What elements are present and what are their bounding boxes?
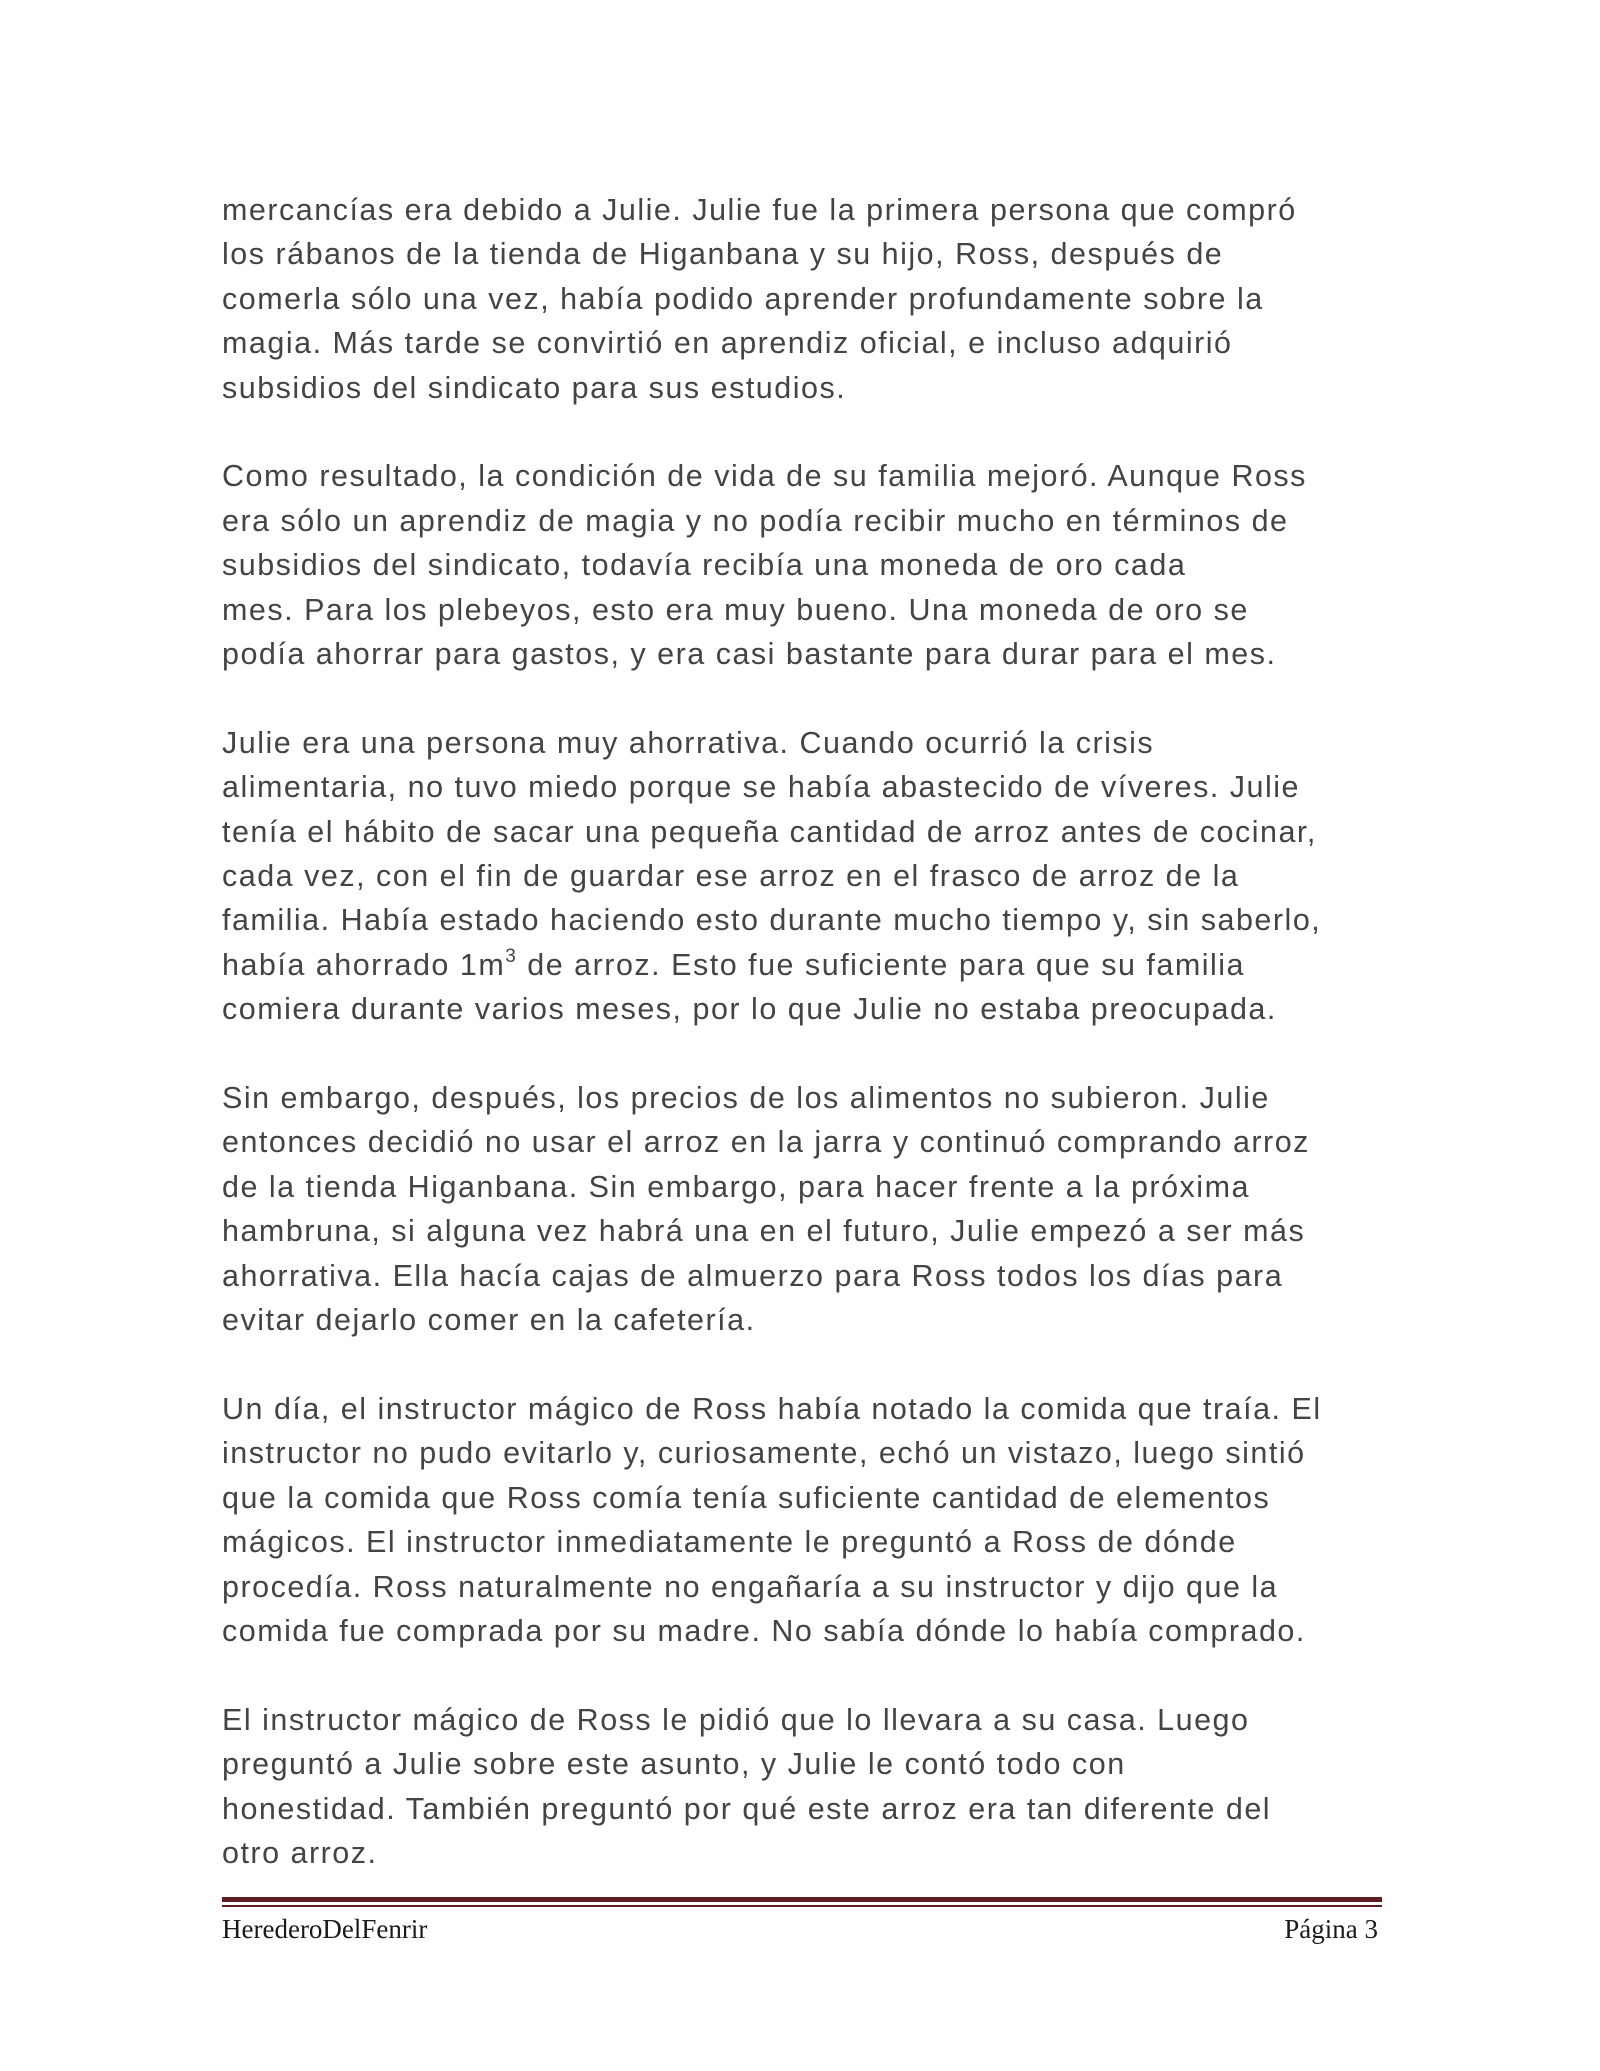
text-line: alimentaria, no tuvo miedo porque se había abastecido de víveres. Julie <box>222 770 1301 805</box>
footer-divider-thick <box>222 1897 1382 1902</box>
text-line: que la comida que Ross comía tenía suficiente cantidad de elementos <box>222 1480 1271 1515</box>
text-line: comida fue comprada por su madre. No sabía dónde lo había comprado. <box>222 1613 1306 1648</box>
text-line: mes. Para los plebeyos, esto era muy bueno. Una moneda de oro se <box>222 592 1249 627</box>
document-body <box>222 188 1392 1920</box>
text-line: honestidad. También preguntó por qué este arroz era tan diferente del <box>222 1791 1272 1826</box>
text-line: ahorrativa. Ella hacía cajas de almuerzo para Ross todos los días para <box>222 1258 1284 1293</box>
footer-page-number: Página 3 <box>1284 1914 1378 1944</box>
text-line: era sólo un aprendiz de magia y no podía recibir mucho en términos de <box>222 503 1289 538</box>
text-line: evitar dejarlo comer en la cafetería. <box>222 1303 756 1338</box>
text-line: los rábanos de la tienda de Higanbana y su hijo, Ross, después de <box>222 237 1224 272</box>
text-line: comerla sólo una vez, había podido aprender profundamente sobre la <box>222 281 1264 316</box>
text-line: procedía. Ross naturalmente no engañaría a su instructor y dijo que la <box>222 1569 1279 1604</box>
text-segment: de arroz. Esto fue suficiente para que su familia <box>517 947 1246 982</box>
text-line: Como resultado, la condición de vida de su familia mejoró. Aunque Ross <box>222 459 1307 494</box>
text-line: podía ahorrar para gastos, y era casi bastante para durar para el mes. <box>222 637 1277 672</box>
text-line: subsidios del sindicato, todavía recibía una moneda de oro cada <box>222 548 1187 583</box>
footer-divider-thin <box>222 1905 1382 1907</box>
paragraph-3 <box>222 721 1392 1032</box>
text-line: otro arroz. <box>222 1835 378 1870</box>
text-line: magia. Más tarde se convirtió en aprendiz oficial, e incluso adquirió <box>222 326 1233 361</box>
superscript-exponent: 3 <box>505 945 518 967</box>
text-line: instructor no pudo evitarlo y, curiosamente, echó un vistazo, luego sintió <box>222 1436 1306 1471</box>
text-line: hambruna, si alguna vez habrá una en el futuro, Julie empezó a ser más <box>222 1214 1306 1249</box>
text-line: Un día, el instructor mágico de Ross había notado la comida que traía. El <box>222 1391 1322 1426</box>
text-line: El instructor mágico de Ross le pidió que lo llevara a su casa. Luego <box>222 1702 1250 1737</box>
paragraph-2 <box>222 454 1392 676</box>
text-line: cada vez, con el fin de guardar ese arroz en el frasco de arroz de la <box>222 859 1240 894</box>
text-line: entonces decidió no usar el arroz en la jarra y continuó comprando arroz <box>222 1125 1310 1160</box>
text-line: de la tienda Higanbana. Sin embargo, para hacer frente a la próxima <box>222 1169 1250 1204</box>
text-line: mercancías era debido a Julie. Julie fue la primera persona que compró <box>222 193 1297 227</box>
text-line: Julie era una persona muy ahorrativa. Cuando ocurrió la crisis <box>222 725 1155 760</box>
paragraph-5 <box>222 1387 1392 1653</box>
text-line: tenía el hábito de sacar una pequeña cantidad de arroz antes de cocinar, <box>222 814 1317 849</box>
text-segment: había ahorrado 1m <box>222 947 506 982</box>
paragraph-4 <box>222 1076 1392 1342</box>
footer-author: HerederoDelFenrir <box>222 1914 428 1944</box>
text-line: familia. Había estado haciendo esto durante mucho tiempo y, sin saberlo, <box>222 903 1322 938</box>
text-line: Sin embargo, después, los precios de los alimentos no subieron. Julie <box>222 1081 1270 1116</box>
text-line: preguntó a Julie sobre este asunto, y Julie le contó todo con <box>222 1747 1126 1782</box>
paragraph-6 <box>222 1698 1392 1876</box>
text-line: subsidios del sindicato para sus estudios. <box>222 370 847 405</box>
paragraph-1 <box>222 188 1392 410</box>
text-line: comiera durante varios meses, por lo que Julie no estaba preocupada. <box>222 992 1277 1027</box>
text-line: mágicos. El instructor inmediatamente le preguntó a Ross de dónde <box>222 1525 1237 1560</box>
text-line-with-superscript <box>222 943 1392 987</box>
